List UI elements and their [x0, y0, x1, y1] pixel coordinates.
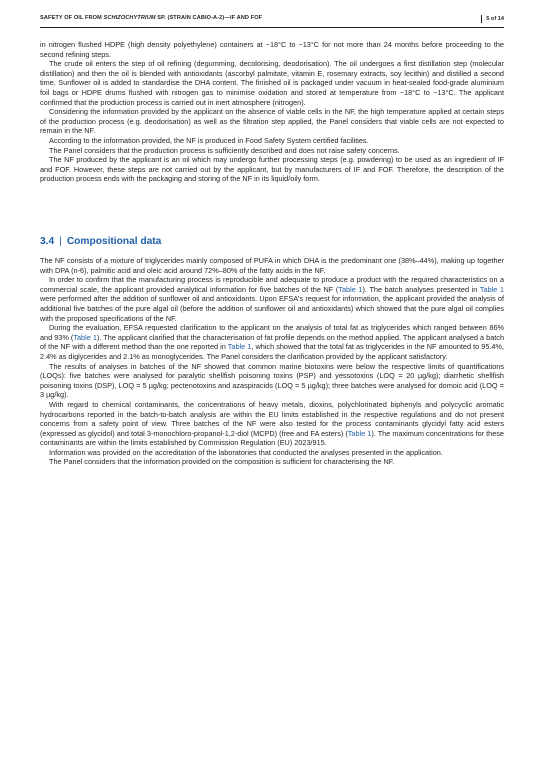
paragraph-text: During the evaluation, EFSA requested clarification to the applicant on the analysis of total fat as triglycerides which ranged between 86% and 93% ( — [40, 323, 504, 342]
section-heading — [40, 236, 504, 250]
paragraph-text: ). The maximum concentrations for these contaminants are within the limits established by Commission Regulation (EU) 2023/915. — [40, 428, 504, 448]
header-rule — [40, 27, 504, 28]
paragraph — [40, 323, 504, 361]
paragraph: The Panel considers that the information provided on the composition is sufficient for characterising the NF. — [49, 457, 395, 467]
paragraph — [40, 400, 504, 448]
paragraph: The NF consists of a mixture of triglycerides mainly composed of PUFA in which DHA is the predominant one (38%–44%), making up together with DPA (n-6), palmitic acid and oleic acid around 72%–80% of the fatty acids in the NF. — [40, 256, 504, 275]
paragraph — [40, 275, 504, 323]
section-separator: | — [59, 236, 62, 247]
paragraph: The NF produced by the applicant is an oil which may undergo further processing steps (e.g. powdering) to be used as an ingredient of IF and FOF. However, these steps are not carried out by the applicant, but by manufacturers of IF and FOF. Therefore, the description of the production process ends with the packaging and storing of the NF in its liquid/oily form. — [40, 155, 504, 184]
table-1-link[interactable]: Table 1 — [227, 342, 252, 352]
paragraph: The Panel considers that the production process is sufficiently described and does not raise safety concerns. — [49, 145, 400, 155]
table-1-link[interactable]: Table 1 — [347, 428, 372, 438]
running-head — [40, 15, 262, 21]
running-head-post: SP. (STRAIN CABIO-A-2)—IF AND FOF — [155, 15, 263, 21]
paragraph: According to the information provided, the NF is produced in Food Safety System certified facilities. — [49, 135, 369, 145]
table-1-link[interactable]: Table 1 — [73, 332, 97, 342]
compositional-data-section — [40, 256, 504, 467]
production-process-continued — [40, 40, 504, 184]
paragraph-text: With regard to chemical contaminants, the concentrations of heavy metals, dioxins, polychlorinated biphenyls and polycyclic aromatic hydrocarbons reported in the batch-to-batch analysis are within the EU limits established in the respective regulations and do not present concerns from a safety point of view. Three batches of the NF were also tested for the process contaminants glycidyl fatty acid esters (expressed as glycidol) and total 3-monochloro-propanol-1,2-diol (MCPD) (free and FA esters) ( — [40, 399, 504, 438]
table-1-link[interactable]: Table 1 — [338, 284, 363, 294]
paragraph-text: ). The batch analyses presented in — [362, 284, 480, 294]
paragraph: in nitrogen flushed HDPE (high density polyethylene) containers at −18°C to −13°C for not more than 24 months before proceeding to the second refining steps. — [40, 40, 504, 59]
page-header — [40, 13, 504, 27]
paragraph-text: In order to confirm that the manufacturing process is reproducible and adequate to produce a product with the required characteristics on a commercial scale, the applicant provided analytical information for five batches of the NF ( — [40, 275, 504, 294]
paragraph: The crude oil enters the step of oil refining (degumming, decolorising, deodorisation). The oil undergoes a first distillation step (molecular distillation) and then the oil is blended with antioxidants (ascorbyl palmitate, vitamin E, rosemary extracts, soy lecithin) and distilled a second time. Sunflower oil is added to standardise the DHA content. The finished oil is packaged under vacuum in heat-sealed food-grade aluminium foil bags or HDPE drums flushed with nitrogen gas to minimise oxidation and stored at temperature from −18°C to −13°C. The applicant confirmed that the production process is carried out in inert atmosphere (nitrogen). — [40, 59, 504, 107]
paragraph-text: ). The applicant clarified that the characterisation of fat profile depends on the method applied. The applicant analysed a batch of the NF with a different method than the one reported in — [40, 332, 505, 352]
table-1-link[interactable]: Table 1 — [479, 284, 505, 294]
section-title: Compositional data — [66, 236, 162, 247]
paragraph: The results of analyses in batches of the NF showed that common marine biotoxins were below the respective limits of quantifications (LOQs): five batches were analysed for paralytic shellfish poisoning toxins (PSP) and yessotoxins (LOQ = 20 µg/kg); diarrhetic shellfish poisoning toxins (DSP), LOQ = 5 µg/kg; pectenotoxins and azaspiracids (LOQ = 5 µg/kg); three batches were analysed for domoic acid (LOQ = 3 µg/kg). — [40, 361, 504, 400]
paragraph: Considering the information provided by the applicant on the absence of viable cells in the NF, the high temperature applied at certain steps of the production process (e.g. deodorisation) as well as the filtration step applied, the Panel considers that viable cells are not expected to remain in the NF. — [40, 107, 504, 136]
section-number: 3.4 — [40, 236, 55, 247]
paragraph-text: were performed after the addition of sunflower oil and antioxidants. Upon EFSA's request for information, the applicant provided the analysis of additional five batches of the pure algal oil (before the addition of sunflower oil and antioxidants) which showed that the pure algal oil complies with the proposed specifications of the NF. — [40, 294, 504, 323]
page-number: 5 of 14 — [481, 15, 504, 23]
paragraph-text: , which showed that the total fat as triglycerides in the NF amounted to 95.4%, 2.4% as diglycerides and 2.1% as monoglycerides. The Panel considers the clarification provided by the applicant satisfactory. — [40, 342, 504, 361]
running-head-italic: SCHIZOCHYTRIUM — [103, 15, 156, 21]
paragraph: Information was provided on the accreditation of the laboratories that conducted the analyses presented in the application. — [49, 447, 443, 457]
running-head-pre: SAFETY OF OIL FROM — [40, 15, 104, 21]
